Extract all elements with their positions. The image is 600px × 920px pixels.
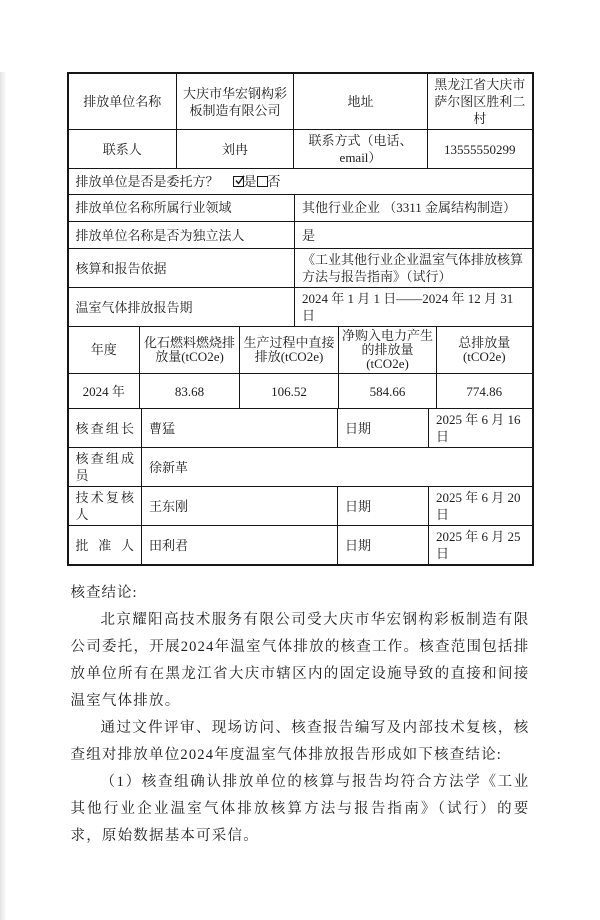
- table-row: [69, 288, 532, 327]
- technical-reviewer-row: [69, 487, 532, 526]
- entrust-no-label: 否: [267, 173, 281, 189]
- process-direct-emissions-value: 106.52: [240, 374, 339, 409]
- entrust-question-cell: [69, 169, 532, 194]
- conclusion-paragraph-1: 北京耀阳高技术服务有限公司受大庆市华宏钢构彩板制造有限公司委托，开展2024年温室气体排放的核查工作。核查范围包括排放单位所有在黑龙江省大庆市辖区内的固定设施导致的直接和间接温室气体排放。: [70, 612, 530, 709]
- year-value: 2024 年: [69, 374, 140, 409]
- team-leader-date: 2025 年 6 月 16 日: [429, 409, 532, 448]
- table-row: [69, 249, 532, 288]
- contact-person-value: 刘冉: [177, 130, 294, 169]
- total-emissions-header: 总排放量(tCO2e): [437, 327, 532, 374]
- year-header: 年度: [69, 327, 140, 374]
- team-leader-row: [69, 409, 532, 448]
- contact-person-label: 联系人: [69, 130, 177, 169]
- attributes-section: [69, 195, 532, 328]
- fossil-fuel-emissions-value: 83.68: [140, 374, 240, 409]
- conclusion-paragraph-3: （1）核查组确认排放单位的核算与报告均符合方法学《工业其他行业企业温室气体排放核算方法与报告指南》（试行）的要求，原始数据基本可采信。: [70, 774, 530, 844]
- emitter-name-label: 排放单位名称: [69, 74, 177, 130]
- technical-reviewer-date: 2025 年 6 月 20 日: [429, 487, 532, 526]
- document-page: [0, 72, 600, 920]
- approver-date-label: 日期: [338, 526, 429, 565]
- entrust-yes-label: 是: [243, 173, 257, 189]
- approver-role: 批 准 人: [69, 526, 142, 565]
- reporting-period-label: 温室气体排放报告期: [69, 288, 295, 327]
- purchased-electricity-emissions-header: 净购入电力产生的排放量(tCO2e): [339, 327, 437, 374]
- legal-entity-value: 是: [295, 222, 532, 249]
- checkbox-yes-checked-icon: [233, 176, 244, 187]
- approver-name: 田利君: [142, 526, 338, 565]
- table-row: [69, 74, 532, 130]
- accounting-basis-label: 核算和报告依据: [69, 249, 295, 288]
- approver-row: [69, 526, 532, 565]
- process-direct-emissions-header: 生产过程中直接排放(tCO2e): [240, 327, 339, 374]
- team-member-row: [69, 448, 532, 487]
- table-row: [69, 222, 532, 249]
- emitter-info-section: [69, 74, 532, 169]
- team-leader-name: 曹猛: [142, 409, 338, 448]
- reporting-period-value: 2024 年 1 月 1 日——2024 年 12 月 31 日: [295, 288, 532, 327]
- report-content: [67, 72, 534, 850]
- verification-summary-table: [67, 72, 534, 566]
- emissions-data-row: [69, 374, 532, 409]
- entrust-question-text: 排放单位是否是委托方？: [75, 173, 219, 189]
- total-emissions-value: 774.86: [437, 374, 532, 409]
- conclusion-heading: 核查结论:: [70, 585, 138, 601]
- approver-date: 2025 年 6 月 25 日: [436, 529, 521, 561]
- emissions-header-row: [69, 327, 532, 374]
- table-row: [69, 195, 532, 222]
- industry-field-value: 其他行业企业 （3311 金属结构制造）: [295, 195, 532, 222]
- page-edge-shadow: [0, 72, 6, 920]
- technical-reviewer-date-label: 日期: [338, 487, 429, 526]
- purchased-electricity-emissions-value: 584.66: [339, 374, 437, 409]
- table-row: [69, 130, 532, 169]
- table-row: [69, 169, 532, 194]
- team-leader-date-label: 日期: [338, 409, 429, 448]
- team-section: [69, 409, 532, 564]
- technical-reviewer-name: 王东刚: [142, 487, 338, 526]
- team-leader-role: 核查组长: [69, 409, 142, 448]
- team-member-name: 徐新革: [142, 448, 532, 487]
- contact-phone-value: 13555550299: [428, 130, 532, 169]
- checkbox-no-unchecked-icon: [257, 176, 268, 187]
- address-value: 黑龙江省大庆市萨尔图区胜利二村: [428, 74, 532, 130]
- legal-entity-label: 排放单位名称是否为独立法人: [69, 222, 295, 249]
- contact-method-label: 联系方式（电话、email）: [294, 130, 428, 169]
- technical-reviewer-role: 技术复核人: [69, 487, 142, 526]
- fossil-fuel-emissions-header: 化石燃料燃烧排放量(tCO2e): [140, 327, 240, 374]
- industry-field-label: 排放单位名称所属行业领域: [69, 195, 295, 222]
- address-label: 地址: [294, 74, 428, 130]
- accounting-basis-value: 《工业其他行业企业温室气体排放核算方法与报告指南》（试行）: [295, 249, 532, 288]
- emissions-section: [69, 327, 532, 409]
- verification-conclusion: [67, 580, 530, 850]
- entrust-section: [69, 169, 532, 195]
- team-member-role: 核查组成员: [69, 448, 142, 487]
- conclusion-paragraph-2: 通过文件评审、现场访问、核查报告编写及内部技术复核，核查组对排放单位2024年度温室气体排放报告形成如下核查结论:: [70, 720, 530, 763]
- emitter-name-value: 大庆市华宏钢构彩板制造有限公司: [177, 74, 294, 130]
